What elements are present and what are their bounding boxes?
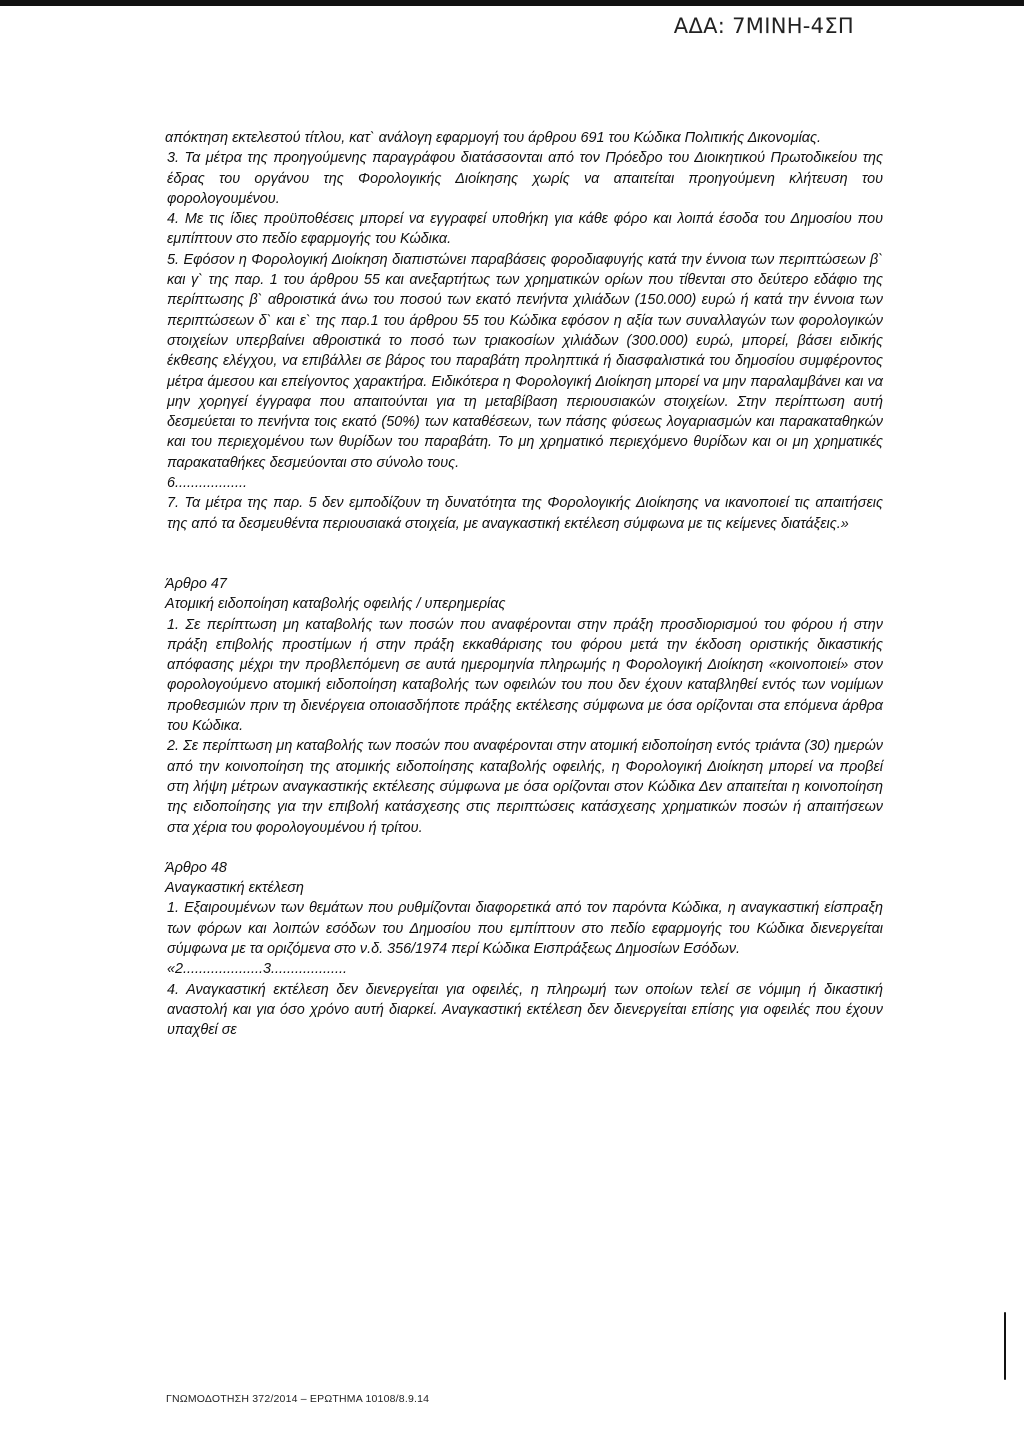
- article-48-title: Άρθρο 48: [165, 859, 227, 876]
- paragraph-5: 5. Εφόσον η Φορολογική Διοίκηση διαπιστώνει παραβάσεις φοροδιαφυγής κατά την έννοια των περιπτώσεων β` και γ` της παρ. 1 του άρθρου 55 και ανεξαρτήτως των χρηματικών ορίων που τίθενται στο δεύτερο εδάφιο της περίπτωσης β` αθροιστικά άνω του ποσού των εκατό πενήντα χιλιάδων (150.000) ευρώ ή κατά την έννοια των περιπτώσεων δ` και ε` της παρ.1 του άρθρου 55 του Κώδικα εφόσον η αξία των συναλλαγών των φορολογικών στοιχείων υπερβαίνει αθροιστικά το ποσό των τριακοσίων χιλιάδων (300.000) ευρώ, μπορεί, βάσει ειδικής έκθεσης ελέγχου, να επιβάλλει σε βάρος του παραβάτη προληπτικά ή διασφαλιστικά του δημοσίου συμφέροντος μέτρα άμεσου και επείγοντος χαρακτήρα. Ειδικότερα η Φορολογική Διοίκηση μπορεί να μην παραλαμβάνει και να μην χορηγεί έγγραφα που απαιτούνται για τη μεταβίβαση περιουσιακών στοιχείων. Στην περίπτωση αυτή δεσμεύεται το πενήντα τοις εκατό (50%) των καταθέσεων, των πάσης φύσεως λογαριασμών και παρακαταθηκών και του περιεχομένου των θυρίδων του παραβάτη. Το μη χρηματικό περιεχόμενο θυρίδων και οι μη χρηματικές παρακαταθήκες δεσμεύονται στο σύνολο τους.: [167, 251, 883, 471]
- paragraph-7: 7. Τα μέτρα της παρ. 5 δεν εμποδίζουν τη δυνατότητα της Φορολογικής Διοίκησης να ικανοποιεί τις απαιτήσεις της από τα δεσμευθέντα περιουσιακά στοιχεία, με αναγκαστική εκτέλεση σύμφωνα με τις κείμενες διατάξεις.»: [167, 495, 883, 532]
- paragraph-intro: απόκτηση εκτελεστού τίτλου, κατ` ανάλογη εφαρμογή του άρθρου 691 του Κώδικα Πολιτικής Δικονομίας.: [165, 130, 821, 146]
- paragraph-3: 3. Τα μέτρα της προηγούμενης παραγράφου διατάσσονται από τον Πρόεδρο του Διοικητικού Πρωτοδικείου της έδρας του οργάνου της Φορολογικής Διοίκησης χωρίς να απαιτείται προηγούμενη κλήτευση του φορολογουμένου.: [167, 150, 883, 207]
- paragraph-4: 4. Με τις ίδιες προϋποθέσεις μπορεί να εγγραφεί υποθήκη για κάθε φόρο και λοιπά έσοδα του Δημοσίου που εμπίπτουν στο πεδίο εφαρμογής του Κώδικα.: [167, 211, 883, 248]
- article-47-title: Άρθρο 47: [165, 575, 227, 592]
- article-47-subtitle: Ατομική ειδοποίηση καταβολής οφειλής / υπερημερίας: [165, 596, 506, 613]
- footer-reference: ΓΝΩΜΟΔΟΤΗΣΗ 372/2014 – ΕΡΩΤΗΜΑ 10108/8.9.14: [166, 1393, 430, 1405]
- paragraph-6: 6..................: [167, 475, 247, 492]
- top-border: [0, 0, 1024, 6]
- article-48-paragraph-2-3: «2....................3...................: [167, 961, 347, 978]
- margin-mark: [1004, 1312, 1006, 1380]
- article-48-paragraph-1: 1. Εξαιρουμένων των θεμάτων που ρυθμίζονται διαφορετικά από τον παρόντα Κώδικα, η αναγκαστική είσπραξη των φόρων και λοιπών εσόδων του Δημοσίου που εμπίπτουν στο πεδίο εφαρμογής του Κώδικα διενεργείται σύμφωνα με τα οριζόμενα στο ν.δ. 356/1974 περί Κώδικα Εισπράξεως Δημοσίων Εσόδων.: [167, 900, 883, 957]
- spacer: [165, 534, 883, 574]
- article-48-paragraph-4: 4. Αναγκαστική εκτέλεση δεν διενεργείται για οφειλές, η πληρωμή των οποίων τελεί σε νόμιμη ή δικαστική αναστολή και για όσο χρόνο αυτή διαρκεί. Αναγκαστική εκτέλεση δεν διενεργείται επίσης για οφειλές που έχουν υπαχθεί σε: [167, 981, 883, 1039]
- article-47-paragraph-1: 1. Σε περίπτωση μη καταβολής των ποσών που αναφέρονται στην πράξη προσδιορισμού του φόρου ή στην πράξη επιβολής προστίμων ή στην πράξη εκκαθάρισης του φόρου μετά την έκδοση οριστικής δικαστικής απόφασης μέχρι την προβλεπόμενη σε αυτά ημερομηνία πληρωμής η Φορολογική Διοίκηση «κοινοποιεί» στον φορολογούμενο ατομική ειδοποίηση καταβολής των οφειλών του που δεν έχουν καταβληθεί εντός των νομίμων προθεσμιών πριν τη διενέργεια οποιασδήποτε πράξης εκτέλεσης σύμφωνα με όσα ορίζονται στα επόμενα άρθρα του Κώδικα.: [167, 616, 883, 735]
- document-body: [165, 128, 883, 1040]
- article-47-paragraph-2: 2. Σε περίπτωση μη καταβολής των ποσών που αναφέρονται στην ατομική ειδοποίηση εντός τριάντα (30) ημερών από την κοινοποίηση της ατομικής ειδοποίησης καταβολής οφειλής, η Φορολογική Διοίκηση μπορεί να προβεί στη λήψη μέτρων αναγκαστικής εκτέλεσης σύμφωνα με όσα ορίζονται στον Κώδικα Δεν απαιτείται η κοινοποίηση της ειδοποίησης για την επιβολή κατάσχεσης στις περιπτώσεις κατάσχεσης χρηματικών ποσών ή απαιτήσεων στα χέρια του φορολογουμένου ή τρίτου.: [167, 738, 883, 836]
- spacer: [165, 838, 883, 858]
- article-48-subtitle: Αναγκαστική εκτέλεση: [165, 880, 304, 897]
- ada-code: ΑΔΑ: 7ΜΙΝΗ-4ΣΠ: [673, 14, 854, 38]
